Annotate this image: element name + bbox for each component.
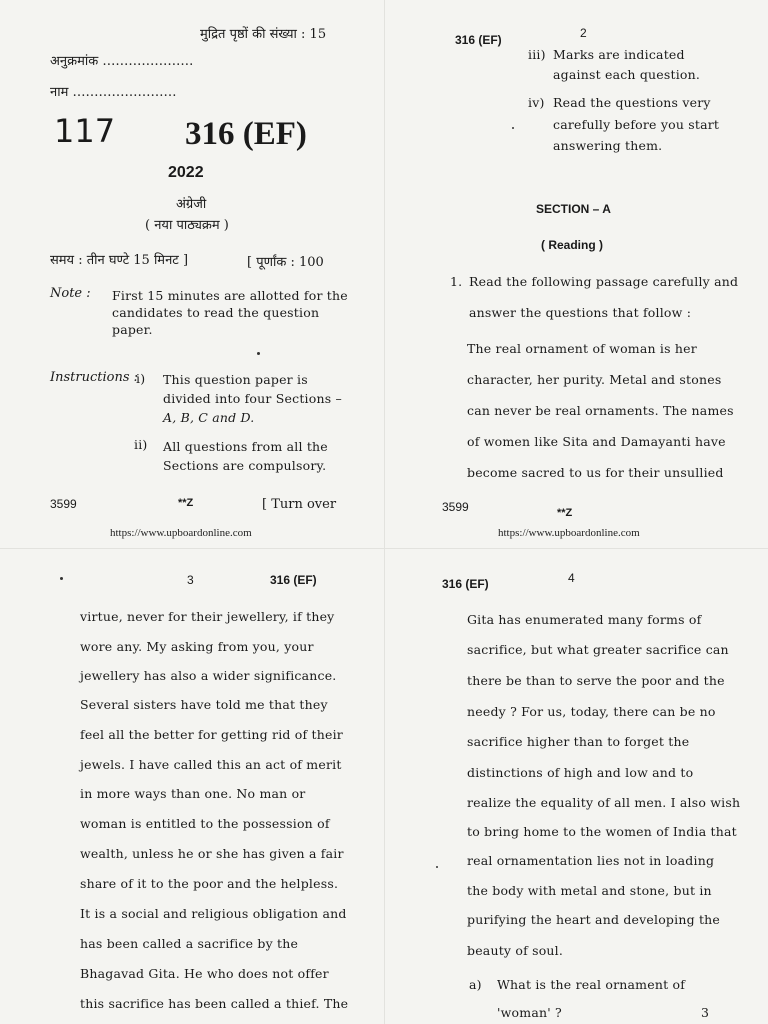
instruction-line: Sections are compulsory. bbox=[163, 458, 327, 473]
roll-number-label: अनुक्रमांक ………………… bbox=[50, 54, 194, 69]
passage-line: has been called a sacrifice by the bbox=[80, 936, 299, 951]
turn-over: [ Turn over bbox=[262, 497, 337, 512]
sub-question-text: 'woman' ? bbox=[497, 1005, 562, 1020]
question-text: Read the following passage carefully and bbox=[469, 274, 739, 289]
passage-line: can never be real ornaments. The names bbox=[467, 403, 734, 418]
passage-line: realize the equality of all men. I also wish bbox=[467, 795, 741, 810]
passage-line: there be than to serve the poor and the bbox=[467, 673, 725, 688]
passage-line: Bhagavad Gita. He who does not offer bbox=[80, 966, 329, 981]
page-number: 2 bbox=[580, 26, 587, 40]
maximum-marks: [ पूर्णांक : 100 bbox=[247, 255, 324, 270]
scan-speck bbox=[60, 577, 63, 580]
question-text: answer the questions that follow : bbox=[469, 305, 692, 320]
passage-line: in more ways than one. No man or bbox=[80, 786, 306, 801]
footer-stars: **Z bbox=[557, 507, 573, 519]
section-heading: SECTION – A bbox=[536, 202, 611, 216]
paper-code: 316 (EF) bbox=[185, 116, 307, 152]
passage-line: to bring home to the women of India that bbox=[467, 824, 737, 839]
sub-question-text: What is the real ornament of bbox=[497, 977, 686, 992]
note-label: Note : bbox=[50, 286, 91, 301]
instruction-number: iii) bbox=[528, 47, 546, 62]
sub-question-marks: 3 bbox=[701, 1005, 710, 1020]
instruction-line: divided into four Sections – bbox=[163, 391, 342, 406]
note-line: candidates to read the question bbox=[112, 305, 320, 320]
page-header-code: 316 (EF) bbox=[442, 577, 489, 591]
instruction-line: All questions from all the bbox=[163, 439, 328, 454]
passage-line: of women like Sita and Damayanti have bbox=[467, 434, 726, 449]
footer-url: https://www.upboardonline.com bbox=[110, 527, 252, 539]
passage-line: this sacrifice has been called a thief. The bbox=[80, 996, 349, 1011]
instruction-line: against each question. bbox=[553, 67, 701, 82]
handwritten-code: 117 bbox=[54, 112, 116, 150]
note-line: First 15 minutes are allotted for the bbox=[112, 288, 348, 303]
footer-url: https://www.upboardonline.com bbox=[498, 527, 640, 539]
passage-line: purifying the heart and developing the bbox=[467, 912, 721, 927]
subject: अंग्रेजी bbox=[176, 197, 207, 212]
page-header-code: 316 (EF) bbox=[270, 573, 317, 587]
passage-line: share of it to the poor and the helpless. bbox=[80, 876, 339, 891]
exam-year: 2022 bbox=[168, 164, 204, 181]
passage-line: the body with metal and stone, but in bbox=[467, 883, 712, 898]
passage-line: real ornamentation lies not in loading bbox=[467, 853, 715, 868]
scan-speck bbox=[257, 352, 260, 355]
passage-line: jewellery has also a wider significance. bbox=[80, 668, 337, 683]
note-line: paper. bbox=[112, 322, 153, 337]
instruction-line: carefully before you start bbox=[553, 117, 720, 132]
instruction-line: This question paper is bbox=[163, 372, 308, 387]
footer-code: 3599 bbox=[442, 500, 469, 514]
syllabus: ( नया पाठ्यक्रम ) bbox=[145, 218, 229, 233]
sub-question-number: a) bbox=[469, 977, 482, 992]
passage-line: become sacred to us for their unsullied bbox=[467, 465, 724, 480]
passage-line: distinctions of high and low and to bbox=[467, 765, 694, 780]
instruction-line: answering them. bbox=[553, 138, 663, 153]
instruction-number: i) bbox=[136, 371, 146, 386]
passage-line: wore any. My asking from you, your bbox=[80, 639, 314, 654]
instruction-line: Marks are indicated bbox=[553, 47, 685, 62]
page-header-code: 316 (EF) bbox=[455, 33, 502, 47]
section-subheading: ( Reading ) bbox=[541, 238, 603, 252]
printed-pages: मुद्रित पृष्ठों की संख्या : 15 bbox=[200, 27, 327, 42]
passage-line: sacrifice higher than to forget the bbox=[467, 734, 690, 749]
instructions-label: Instructions : bbox=[50, 370, 139, 385]
instruction-number: ii) bbox=[134, 437, 148, 452]
passage-line: needy ? For us, today, there can be no bbox=[467, 704, 716, 719]
time-allowed: समय : तीन घण्टे 15 मिनट ] bbox=[50, 253, 189, 268]
passage-line: Gita has enumerated many forms of bbox=[467, 612, 702, 627]
name-label: नाम …………………… bbox=[50, 85, 177, 100]
instruction-line: A, B, C and D. bbox=[163, 410, 255, 425]
footer-stars: **Z bbox=[178, 497, 194, 509]
instruction-line: Read the questions very bbox=[553, 95, 711, 110]
passage-line: feel all the better for getting rid of their bbox=[80, 727, 343, 742]
page-number: 4 bbox=[568, 571, 575, 585]
passage-line: woman is entitled to the possession of bbox=[80, 816, 330, 831]
instruction-number: iv) bbox=[528, 95, 545, 110]
passage-line: sacrifice, but what greater sacrifice can bbox=[467, 642, 729, 657]
passage-line: beauty of soul. bbox=[467, 943, 564, 958]
scan-speck bbox=[436, 866, 438, 868]
page-number: 3 bbox=[187, 573, 194, 587]
passage-line: virtue, never for their jewellery, if they bbox=[80, 609, 335, 624]
question-number: 1. bbox=[450, 274, 463, 289]
footer-code: 3599 bbox=[50, 497, 77, 511]
scan-speck bbox=[512, 127, 514, 129]
passage-line: It is a social and religious obligation and bbox=[80, 906, 347, 921]
passage-line: wealth, unless he or she has given a fair bbox=[80, 846, 344, 861]
passage-line: Several sisters have told me that they bbox=[80, 697, 328, 712]
page-fold-vertical bbox=[384, 0, 385, 1024]
passage-line: character, her purity. Metal and stones bbox=[467, 372, 722, 387]
page-fold-horizontal bbox=[0, 548, 768, 549]
passage-line: jewels. I have called this an act of merit bbox=[80, 757, 342, 772]
passage-line: The real ornament of woman is her bbox=[467, 341, 697, 356]
